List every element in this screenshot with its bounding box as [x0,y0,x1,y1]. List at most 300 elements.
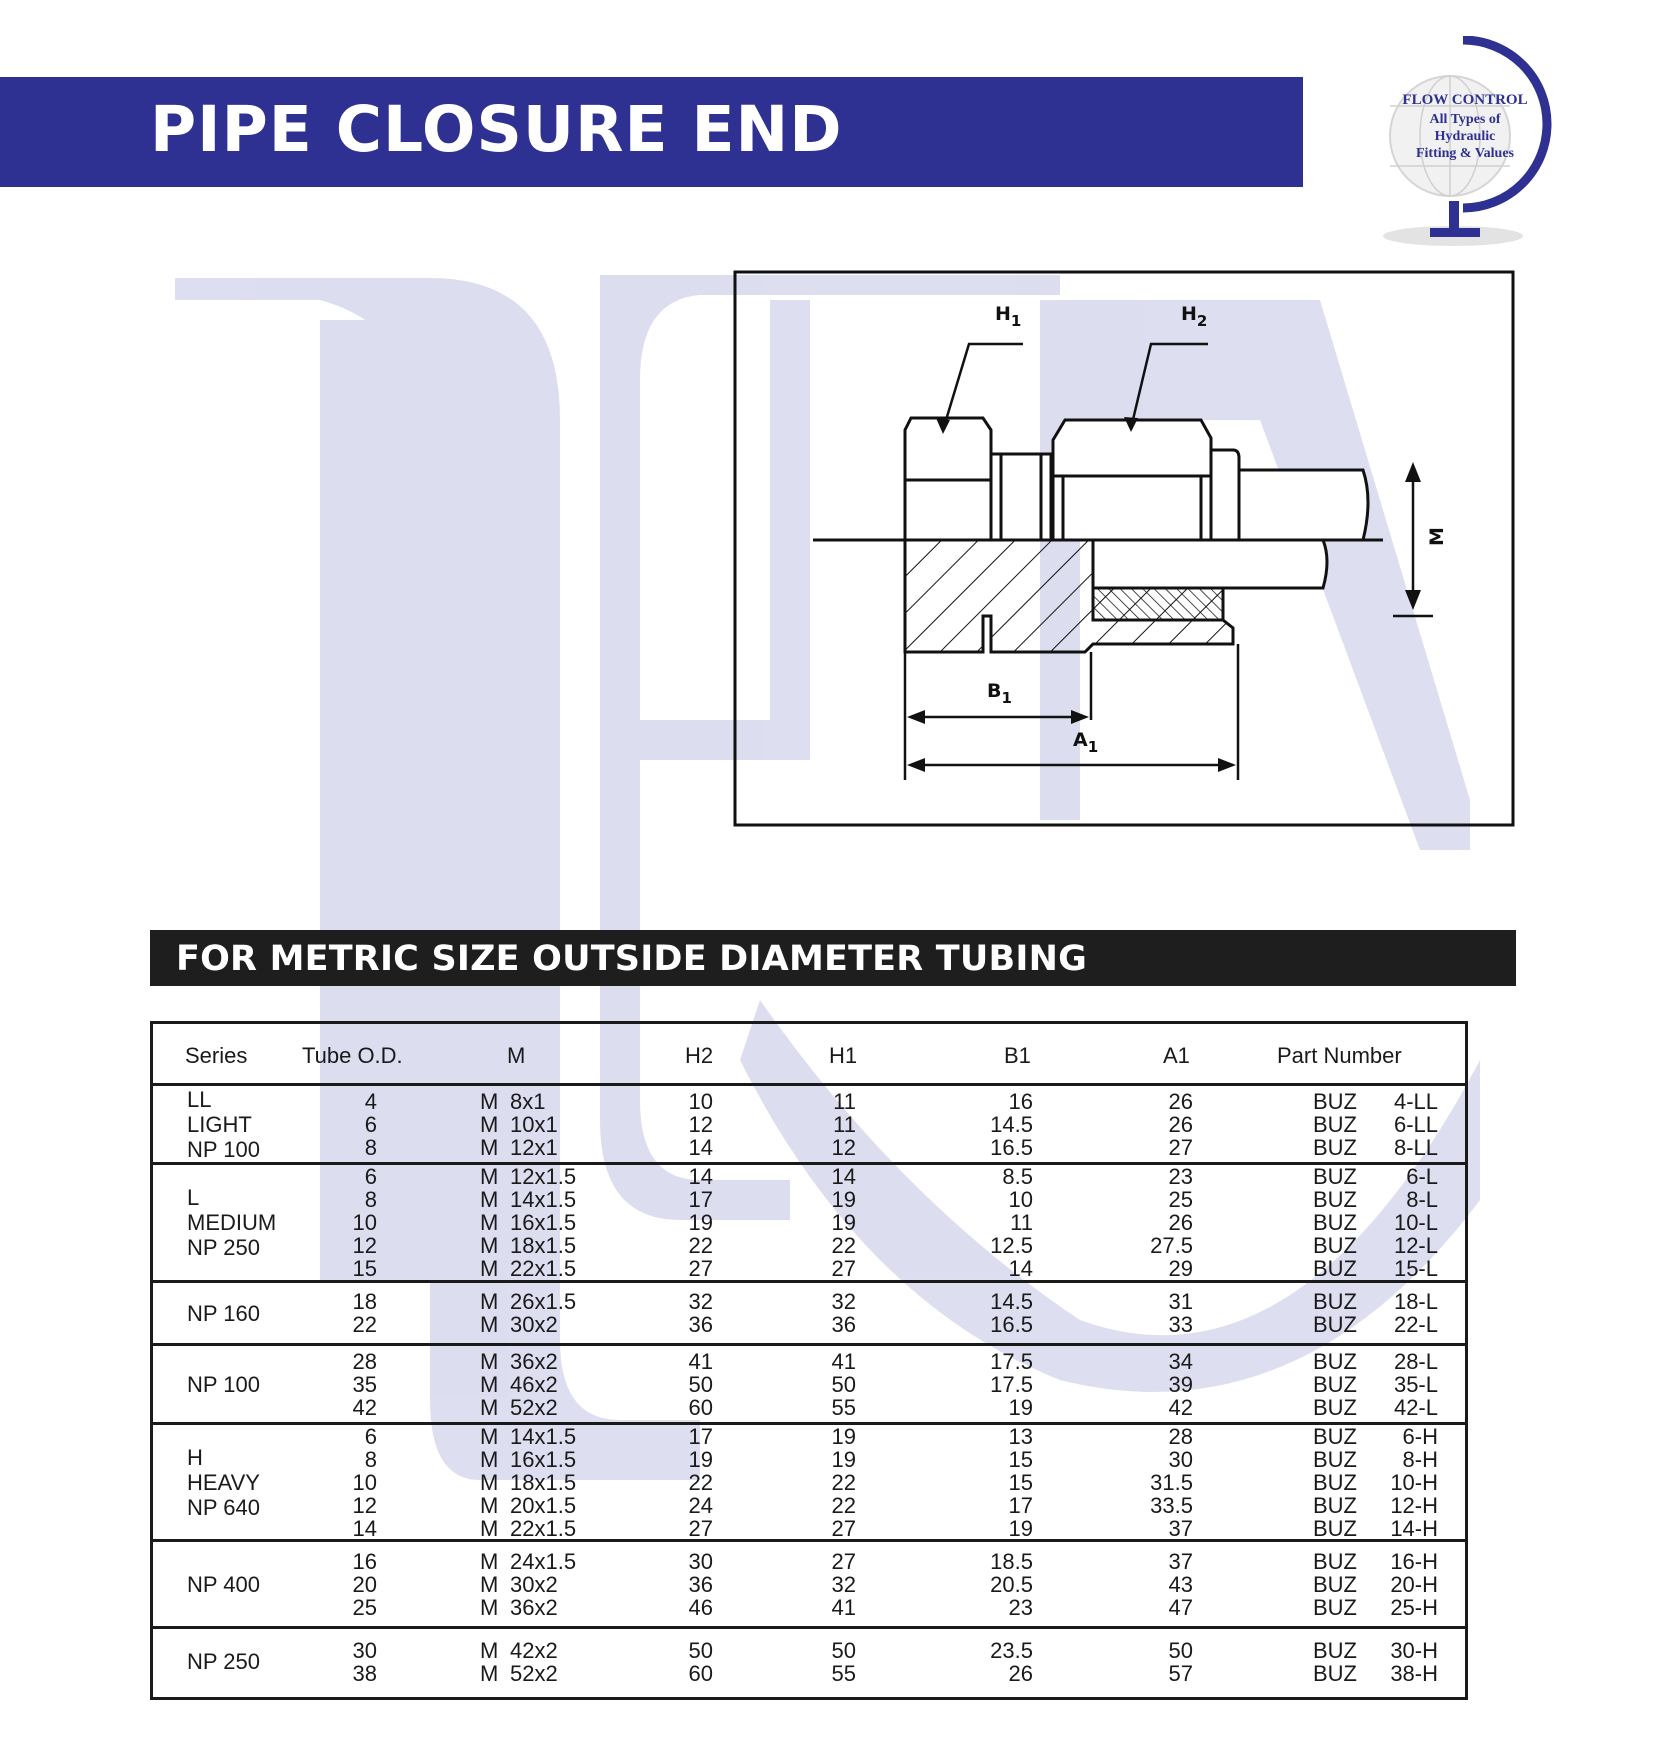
series-group [153,1542,1465,1629]
a1-cell: 33.5 [1150,1493,1193,1518]
m-thread-column [510,1639,630,1685]
part-number-column [1358,1425,1438,1540]
series-label [187,1372,260,1397]
h1-cell: 27 [831,1549,856,1574]
m-thread-cell: 14x1.5 [510,1187,577,1212]
part-number-column [1358,1639,1438,1685]
header-a1: A1 [1163,1043,1190,1068]
b1-cell: 11 [1010,1210,1033,1235]
b1-column [953,1550,1033,1619]
b1-label: $B_1$ [987,680,1012,707]
series-label [187,1649,260,1674]
b1-cell: 14.5 [990,1112,1033,1137]
a1-cell: 34 [1168,1349,1193,1374]
part-prefix-cell: BUZ [1313,1470,1357,1495]
a1-cell: 28 [1168,1424,1193,1449]
series-label-line: NP 640 [187,1495,260,1520]
h2-column [653,1090,713,1159]
h1-cell: 32 [831,1289,856,1314]
m-prefix-cell: M [480,1549,499,1574]
h1-cell: 41 [831,1349,856,1374]
header-tube-od: Tube O.D. [302,1043,403,1068]
ferrule-cap [1211,450,1239,540]
b1-cell: 15 [1008,1447,1033,1472]
part-number-column [1358,1090,1438,1159]
part-number-cell: 4-LL [1393,1089,1438,1114]
h2-cell: 14 [688,1164,713,1189]
part-number-cell: 16-H [1390,1549,1438,1574]
h2-cell: 22 [688,1470,713,1495]
tube-od-column [313,1350,377,1419]
m-prefix-column [480,1165,500,1280]
h2-cell: 46 [688,1595,713,1620]
b1-cell: 17.5 [990,1372,1033,1397]
h1-column [796,1350,856,1419]
m-prefix-cell: M [480,1312,499,1337]
part-number-column [1358,1290,1438,1336]
part-number-cell: 18-L [1393,1289,1438,1314]
series-label-line: HEAVY [187,1470,260,1495]
h1-cell: 19 [831,1424,856,1449]
a1-cell: 43 [1168,1572,1193,1597]
a1-cell: 31.5 [1150,1470,1193,1495]
part-number-column [1358,1165,1438,1280]
m-thread-cell: 30x2 [510,1572,558,1597]
part-prefix-cell: BUZ [1313,1210,1357,1235]
series-label-line: NP 160 [187,1301,260,1326]
m-thread-cell: 16x1.5 [510,1210,577,1235]
part-number-cell: 8-LL [1393,1135,1438,1160]
a1-cell: 50 [1168,1638,1193,1663]
h1-cell: 27 [831,1256,856,1281]
b1-cell: 14 [1008,1256,1033,1281]
h1-cell: 32 [831,1572,856,1597]
h1-cell: 19 [831,1187,856,1212]
m-prefix-column [480,1639,500,1685]
a1-column [1113,1290,1193,1336]
series-group [153,1346,1465,1425]
h2-cell: 50 [688,1372,713,1397]
part-number-cell: 14-H [1390,1516,1438,1541]
m-thread-cell: 8x1 [510,1089,546,1114]
part-number-cell: 25-H [1390,1595,1438,1620]
m-thread-cell: 20x1.5 [510,1493,577,1518]
m-prefix-column [480,1090,500,1159]
tube-od-cell: 18 [352,1289,377,1314]
h1-column [796,1165,856,1280]
m-thread-cell: 22x1.5 [510,1516,577,1541]
tube-od-cell: 16 [352,1549,377,1574]
h1-cell: 22 [831,1470,856,1495]
series-label-line: NP 250 [187,1235,260,1260]
series-group [153,1283,1465,1346]
part-prefix-cell: BUZ [1313,1638,1357,1663]
part-number-cell: 10-H [1390,1470,1438,1495]
series-label-line: LIGHT [187,1112,252,1137]
b1-cell: 13 [1008,1424,1033,1449]
part-prefix-cell: BUZ [1313,1187,1357,1212]
series-group [153,1425,1465,1542]
h2-cell: 12 [688,1112,713,1137]
m-prefix-cell: M [480,1089,499,1114]
part-prefix-cell: BUZ [1313,1112,1357,1137]
part-number-cell: 6-L [1406,1164,1438,1189]
h1-cell: 50 [831,1372,856,1397]
m-thread-cell: 36x2 [510,1595,558,1620]
a1-column [1113,1165,1193,1280]
part-prefix-cell: BUZ [1313,1595,1357,1620]
b1-cell: 8.5 [1002,1164,1033,1189]
a1-cell: 23 [1168,1164,1193,1189]
part-number-column [1358,1350,1438,1419]
b1-cell: 16.5 [990,1312,1033,1337]
b1-cell: 14.5 [990,1289,1033,1314]
part-number-cell: 35-L [1393,1372,1438,1397]
h1-cell: 19 [831,1447,856,1472]
tube-od-cell: 38 [352,1661,377,1686]
a1-cell: 27.5 [1150,1233,1193,1258]
tube-od-column [313,1165,377,1280]
part-number-cell: 12-L [1393,1233,1438,1258]
m-prefix-cell: M [480,1289,499,1314]
header-b1: B1 [1004,1043,1031,1068]
part-prefix-cell: BUZ [1313,1661,1357,1686]
part-number-cell: 22-L [1393,1312,1438,1337]
table-header [153,1024,1465,1086]
logo-tagline-3: Fitting & Values [1415,146,1514,161]
m-prefix-cell: M [480,1447,499,1472]
series-label [187,1185,276,1260]
m-prefix-cell: M [480,1256,499,1281]
series-label-line: NP 250 [187,1649,260,1674]
m-thread-cell: 30x2 [510,1312,558,1337]
h1-cell: 14 [831,1164,856,1189]
tube-od-column [313,1090,377,1159]
tube-od-cell: 6 [364,1112,377,1137]
h2-cell: 17 [688,1424,713,1449]
b1-column [953,1639,1033,1685]
m-thread-cell: 52x2 [510,1661,558,1686]
h2-column [653,1425,713,1540]
m-prefix-cell: M [480,1424,499,1449]
tube-od-cell: 12 [352,1233,377,1258]
series-label-line: NP 100 [187,1372,260,1397]
m-prefix-cell: M [480,1470,499,1495]
h2-cell: 27 [688,1516,713,1541]
tube-od-cell: 12 [352,1493,377,1518]
part-prefix-cell: BUZ [1313,1289,1357,1314]
b1-cell: 12.5 [990,1233,1033,1258]
h2-cell: 60 [688,1395,713,1420]
tube-od-cell: 10 [352,1210,377,1235]
a1-cell: 26 [1168,1210,1193,1235]
a1-column [1113,1425,1193,1540]
part-prefix-cell: BUZ [1313,1395,1357,1420]
h1-cell: 19 [831,1210,856,1235]
series-group [153,1165,1465,1283]
m-prefix-column [480,1290,500,1336]
m-prefix-cell: M [480,1516,499,1541]
h1-label: $H_1$ [995,303,1022,330]
b1-column [953,1290,1033,1336]
tube-od-cell: 28 [352,1349,377,1374]
m-thread-column [510,1165,630,1280]
dimensions-table [150,1021,1468,1700]
tube-od-column [313,1425,377,1540]
m-thread-cell: 46x2 [510,1372,558,1397]
b1-cell: 15 [1008,1470,1033,1495]
part-prefix-cell: BUZ [1313,1372,1357,1397]
h2-cell: 24 [688,1493,713,1518]
m-prefix-cell: M [480,1661,499,1686]
h2-cell: 19 [688,1447,713,1472]
h2-column [653,1350,713,1419]
header-m: M [507,1043,526,1068]
tube-od-cell: 42 [352,1395,377,1420]
tube-od-cell: 15 [352,1256,377,1281]
part-number-cell: 20-H [1390,1572,1438,1597]
m-thread-cell: 10x1 [510,1112,558,1137]
m-thread-cell: 36x2 [510,1349,558,1374]
h2-cell: 50 [688,1638,713,1663]
m-thread-cell: 52x2 [510,1395,558,1420]
m-prefix-column [480,1550,500,1619]
tube-od-cell: 25 [352,1595,377,1620]
h2-column [653,1550,713,1619]
part-prefix-cell: BUZ [1313,1516,1357,1541]
part-number-cell: 8-L [1406,1187,1438,1212]
m-thread-cell: 12x1.5 [510,1164,577,1189]
series-group [153,1629,1465,1697]
h1-cell: 36 [831,1312,856,1337]
b1-cell: 26 [1008,1661,1033,1686]
h1-column [796,1090,856,1159]
part-number-cell: 38-H [1390,1661,1438,1686]
h1-cell: 41 [831,1595,856,1620]
series-label-line: NP 100 [187,1137,260,1162]
section-title: FOR METRIC SIZE OUTSIDE DIAMETER TUBING [176,939,1088,979]
tube-od-cell: 22 [352,1312,377,1337]
fitting-diagram [733,270,1517,828]
h2-hex-nut [1053,420,1211,540]
series-label-line: L [187,1185,200,1210]
m-thread-cell: 12x1 [510,1135,558,1160]
m-thread-cell: 24x1.5 [510,1549,577,1574]
b1-cell: 19 [1008,1395,1033,1420]
b1-column [953,1350,1033,1419]
part-prefix-cell: BUZ [1313,1549,1357,1574]
header-part-number: Part Number [1277,1043,1402,1068]
b1-cell: 19 [1008,1516,1033,1541]
m-prefix-cell: M [480,1233,499,1258]
a1-cell: 26 [1168,1112,1193,1137]
b1-cell: 18.5 [990,1549,1033,1574]
h2-column [653,1639,713,1685]
m-thread-column [510,1425,630,1540]
b1-column [953,1425,1033,1540]
m-prefix-column [480,1350,500,1419]
series-label-line: NP 400 [187,1572,260,1597]
h1-column [796,1290,856,1336]
part-prefix-cell: BUZ [1313,1349,1357,1374]
part-number-column [1358,1550,1438,1619]
h1-cell: 22 [831,1493,856,1518]
tube-od-column [313,1550,377,1619]
m-thread-cell: 22x1.5 [510,1256,577,1281]
series-group [153,1086,1465,1165]
a1-cell: 33 [1168,1312,1193,1337]
m-prefix-cell: M [480,1164,499,1189]
part-prefix-cell: BUZ [1313,1493,1357,1518]
series-label-line: MEDIUM [187,1210,277,1235]
h2-cell: 36 [688,1312,713,1337]
a1-cell: 30 [1168,1447,1193,1472]
h1-cell: 11 [833,1112,856,1137]
tube-od-column [313,1639,377,1685]
b1-cell: 16 [1008,1089,1033,1114]
h1-cell: 22 [831,1233,856,1258]
h1-cell: 27 [831,1516,856,1541]
h2-column [653,1290,713,1336]
m-thread-cell: 16x1.5 [510,1447,577,1472]
a1-cell: 47 [1168,1595,1193,1620]
part-number-cell: 30-H [1390,1638,1438,1663]
m-prefix-cell: M [480,1638,499,1663]
tube-od-cell: 14 [352,1516,377,1541]
h1-column [796,1639,856,1685]
h2-cell: 17 [688,1187,713,1212]
a1-cell: 31 [1168,1289,1193,1314]
m-prefix-cell: M [480,1135,499,1160]
tube-od-cell: 10 [352,1470,377,1495]
series-label-line: H [187,1445,203,1470]
m-prefix-column [480,1425,500,1540]
b1-cell: 10 [1008,1187,1033,1212]
b1-cell: 23 [1008,1595,1033,1620]
tube-od-column [313,1290,377,1336]
a1-cell: 25 [1168,1187,1193,1212]
header-series: Series [185,1043,248,1068]
tube-od-cell: 20 [352,1572,377,1597]
m-prefix-cell: M [480,1372,499,1397]
part-prefix-cell: BUZ [1313,1424,1357,1449]
part-number-cell: 42-L [1393,1395,1438,1420]
page-title: PIPE CLOSURE END [150,93,843,166]
logo-brand-text: FLOW CONTROL [1402,92,1528,108]
m-label: M [1426,527,1448,546]
thread-section [1093,588,1223,620]
h1-cell: 55 [831,1661,856,1686]
m-thread-cell: 18x1.5 [510,1470,577,1495]
part-number-cell: 10-L [1393,1210,1438,1235]
m-prefix-cell: M [480,1395,499,1420]
h2-column [653,1165,713,1280]
h1-cell: 11 [833,1089,856,1114]
h1-column [796,1425,856,1540]
m-thread-cell: 42x2 [510,1638,558,1663]
b1-cell: 20.5 [990,1572,1033,1597]
b1-cell: 16.5 [990,1135,1033,1160]
part-prefix-cell: BUZ [1313,1135,1357,1160]
tube-od-cell: 8 [364,1187,377,1212]
a1-label: $A_1$ [1073,729,1099,756]
series-label [187,1572,260,1597]
m-prefix-cell: M [480,1349,499,1374]
h2-cell: 22 [688,1233,713,1258]
a1-cell: 29 [1168,1256,1193,1281]
h1-cell: 50 [831,1638,856,1663]
h2-cell: 32 [688,1289,713,1314]
series-label [187,1087,260,1162]
a1-cell: 37 [1168,1516,1193,1541]
tube-od-cell: 4 [364,1089,377,1114]
h1-cell: 55 [831,1395,856,1420]
h1-column [796,1550,856,1619]
tube-od-cell: 8 [364,1447,377,1472]
h2-cell: 41 [688,1349,713,1374]
part-number-cell: 12-H [1390,1493,1438,1518]
part-prefix-cell: BUZ [1313,1256,1357,1281]
part-prefix-cell: BUZ [1313,1447,1357,1472]
h2-cell: 36 [688,1572,713,1597]
logo-tagline-2: Hydraulic [1434,129,1496,144]
tube-od-cell: 8 [364,1135,377,1160]
part-prefix-cell: BUZ [1313,1089,1357,1114]
h1-cell: 12 [831,1135,856,1160]
m-thread-cell: 26x1.5 [510,1289,577,1314]
part-number-cell: 6-LL [1393,1112,1438,1137]
m-prefix-cell: M [480,1187,499,1212]
tube-od-cell: 35 [352,1372,377,1397]
a1-cell: 57 [1168,1661,1193,1686]
b1-column [953,1090,1033,1159]
h2-cell: 10 [688,1089,713,1114]
tube-od-cell: 6 [364,1424,377,1449]
part-prefix-cell: BUZ [1313,1572,1357,1597]
m-prefix-cell: M [480,1595,499,1620]
a1-column [1113,1090,1193,1159]
a1-cell: 39 [1168,1372,1193,1397]
b1-column [953,1165,1033,1280]
tube-section [1093,540,1327,588]
a1-cell: 42 [1168,1395,1193,1420]
tube-od-cell: 30 [352,1638,377,1663]
m-prefix-cell: M [480,1112,499,1137]
part-number-cell: 28-L [1393,1349,1438,1374]
part-prefix-cell: BUZ [1313,1233,1357,1258]
h2-cell: 60 [688,1661,713,1686]
h2-cell: 27 [688,1256,713,1281]
m-thread-column [510,1290,630,1336]
m-thread-column [510,1550,630,1619]
a1-column [1113,1350,1193,1419]
part-prefix-cell: BUZ [1313,1312,1357,1337]
part-number-cell: 15-L [1393,1256,1438,1281]
m-thread-cell: 18x1.5 [510,1233,577,1258]
m-prefix-cell: M [480,1210,499,1235]
m-thread-column [510,1350,630,1419]
m-prefix-cell: M [480,1572,499,1597]
series-label-line: LL [187,1087,212,1112]
b1-cell: 17.5 [990,1349,1033,1374]
a1-cell: 27 [1168,1135,1193,1160]
h2-cell: 14 [688,1135,713,1160]
header-h2: H2 [685,1043,714,1068]
header-h1: H1 [829,1043,858,1068]
m-thread-cell: 14x1.5 [510,1424,577,1449]
a1-column [1113,1550,1193,1619]
tube-od-cell: 6 [364,1164,377,1189]
